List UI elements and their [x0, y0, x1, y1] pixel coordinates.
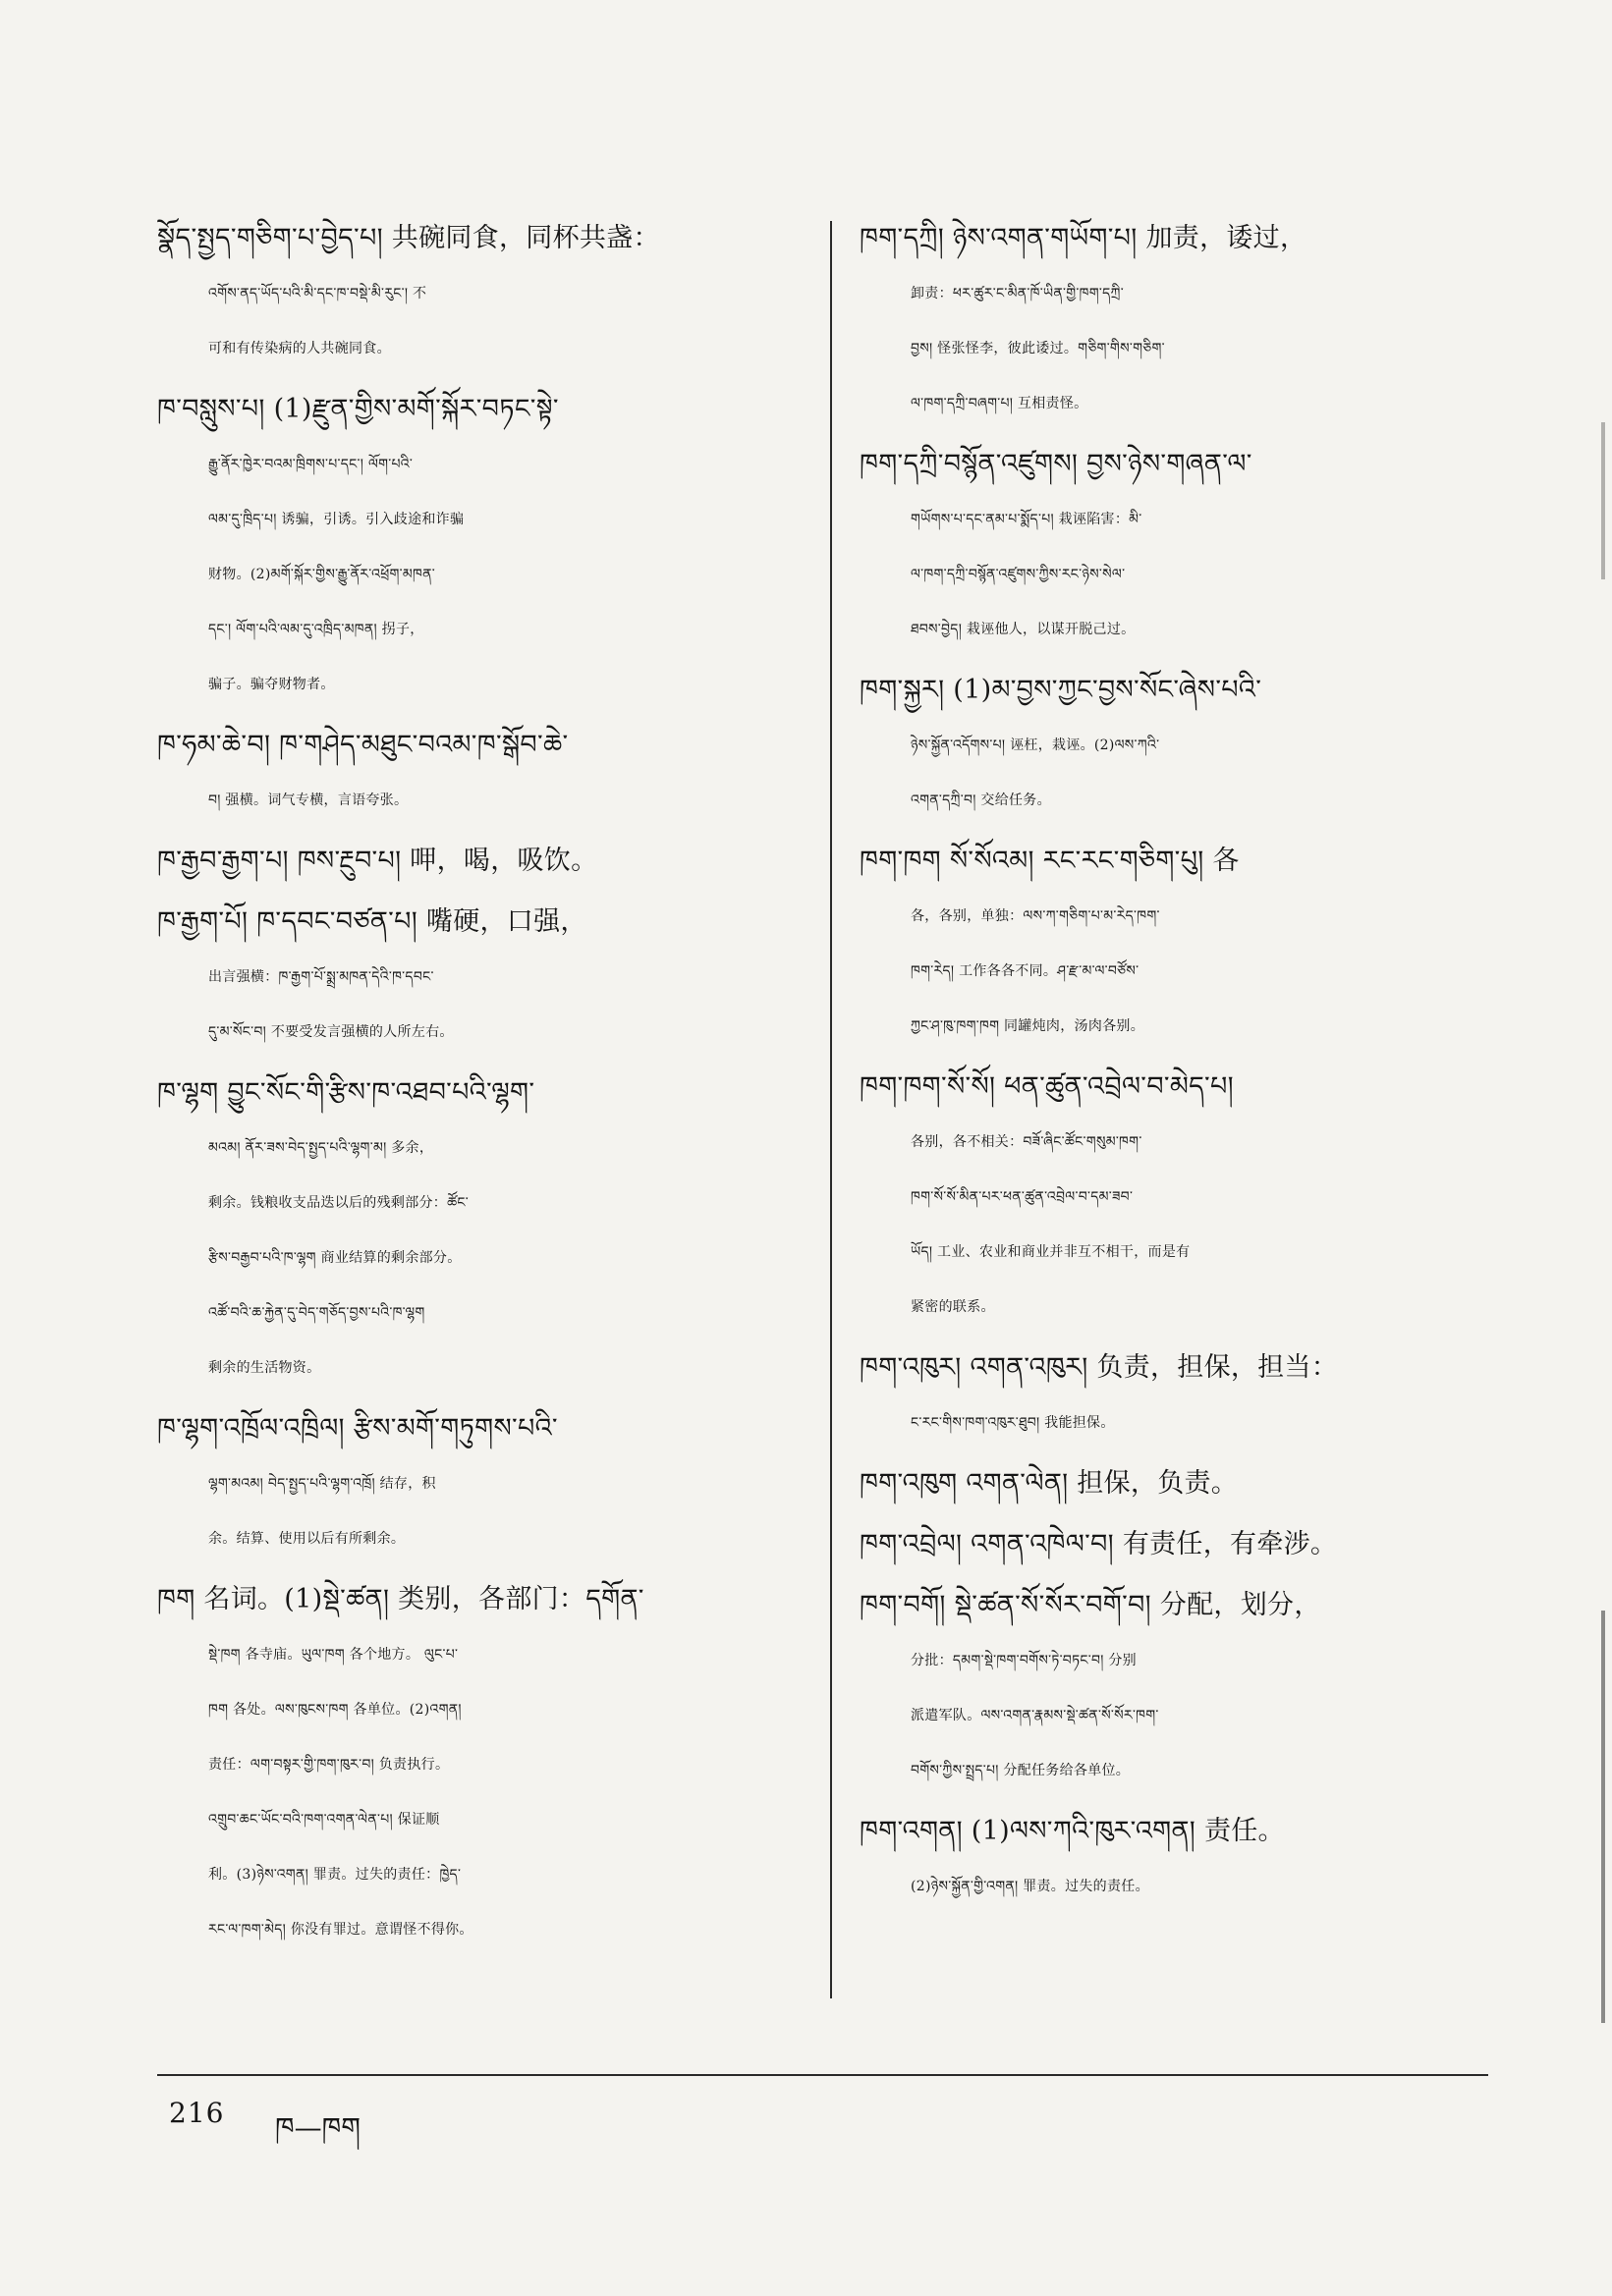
entry-line: བགོས་ཀྱིས་སྤྲད་པ། 分配任务给各单位。 [911, 1763, 1131, 1778]
entry-line: བ། 强横。词气专横，言语夸张。 [208, 793, 409, 808]
left-column [157, 211, 806, 1963]
dictionary-entry [860, 663, 1488, 828]
entry-line: སྡེ་ཁག 各寺庙。ཡུལ་ཁག 各个地方。 ལུང་པ་ [208, 1647, 459, 1663]
right-column [860, 211, 1488, 1920]
entry-line: འཚོ་བའི་ཆ་རྐྱེན་དུ་བེད་གཅོད་བྱས་པའི་ཁ་ལྷག [208, 1305, 425, 1321]
entry-line: ལམ་དུ་ཁྲིད་པ། 诱骗，引诱。引入歧途和诈骗 [208, 512, 465, 527]
entry-headline: ཁག་འཁུག འགན་ལེན། 担保，负责。 [860, 1468, 1239, 1499]
entry-line: 财物。(2)མགོ་སྐོར་གྱིས་རྒྱུ་ནོར་འཕྲོག་མཁན་ [208, 567, 435, 582]
dictionary-entry [860, 1340, 1488, 1450]
dictionary-entry [860, 1517, 1488, 1572]
entry-headline: ཁ་ལྷག་འཁྲོལ་འཁྲིལ། རྩིས་མགོ་གཏུགས་པའི་ [157, 1413, 558, 1444]
entry-headline: ཁག་འབྲེལ། འགན་འཁེལ་བ། 有责任，有牵涉。 [860, 1529, 1338, 1559]
dictionary-entry [860, 437, 1488, 657]
entry-line: མའམ། ནོར་ཟས་བེད་སྤྱད་པའི་ལྷག་མ། 多余， [208, 1140, 434, 1156]
entry-line: ཁག 各处。ལས་ཁུངས་ཁག 各单位。(2)འགན། [208, 1702, 462, 1718]
dictionary-entry [157, 1572, 806, 1957]
entry-headline: ཁག་འགན། (1)ལས་ཀའི་ཁུར་འགན། 责任。 [860, 1816, 1285, 1846]
dictionary-entry [157, 1066, 806, 1395]
entry-line: ཀྱང་ཤ་ཁུ་ཁག་ཁག 同罐炖肉，汤肉各别。 [911, 1018, 1145, 1034]
running-head: ཁ—ཁག [275, 2111, 361, 2144]
scan-edge-mark [1601, 1611, 1605, 2023]
entry-line: 余。结算、使用以后有所剩余。 [208, 1531, 406, 1547]
entry-line: 利。(3)ཉེས་འགན། 罪责。过失的责任：ཁྱེད་ [208, 1867, 462, 1883]
entry-line: 各别，各不相关：བཟོ་ཞིང་ཚོང་གསུམ་ཁག་ [911, 1134, 1142, 1150]
entry-line: 剩余。钱粮收支品迭以后的残剩部分：ཚོང་ [208, 1195, 469, 1211]
entry-headline: ཁག་འཁུར། འགན་འཁུར། 负责，担保，担当： [860, 1352, 1339, 1383]
entry-line: རྒྱུ་ནོར་ཁྱེར་བའམ་ཁྲིགས་པ་དང་། ལོག་པའི་ [208, 457, 414, 472]
entry-line: ལ་ཁག་དཀྲི་བསྙོན་འཛུགས་ཀྱིས་རང་ཉེས་སེལ་ [911, 567, 1126, 582]
entry-line: 责任：ལག་བསྟར་གྱི་ཁག་ཁུར་བ། 负责执行。 [208, 1757, 450, 1773]
entry-line: འགན་དཀྲི་བ། 交给任务。 [911, 793, 1051, 808]
entry-line: ང་རང་གིས་ཁག་འཁུར་ཐུབ། 我能担保。 [911, 1415, 1115, 1431]
footer-rule [157, 2074, 1488, 2076]
entry-headline: ཁག་སྐྱར། (1)མ་བྱས་ཀྱང་བྱས་སོང་ཞེས་པའི་ [860, 675, 1262, 705]
entry-line: ཁག་རེད། 工作各各不同。ཤ་རྫ་མ་ལ་བཙོས་ [911, 963, 1140, 979]
page-number: 216 [169, 2097, 225, 2129]
entry-line: (2)ཉེས་སྐྱོན་གྱི་འགན། 罪责。过失的责任。 [911, 1879, 1149, 1894]
entry-headline: ཁ་བསླུས་པ། (1)རྫུན་གྱིས་མགོ་སྐོར་བཏང་སྟེ་ [157, 394, 559, 424]
dictionary-entry [157, 382, 806, 712]
entry-line: ལ་ཁག་དཀྲི་བཞག་པ། 互相责怪。 [911, 396, 1088, 411]
entry-line: 紧密的联系。 [911, 1299, 995, 1315]
entry-headline: ཁག་དཀྲི་བསྙོན་འཛུགས། བྱས་ཉེས་གཞན་ལ་ [860, 449, 1252, 479]
entry-line: 骗子。骗夺财物者。 [208, 677, 335, 692]
entry-line: རང་ལ་ཁག་མེད། 你没有罪过。意谓怪不得你。 [208, 1922, 473, 1938]
dictionary-entry [860, 1578, 1488, 1798]
entry-line: གཡོགས་པ་དང་ནམ་པ་སྨོད་པ། 栽诬陷害：མི་ [911, 512, 1142, 527]
dictionary-entry [860, 1456, 1488, 1511]
entry-line: ཡོད། 工业、农业和商业并非互不相干，而是有 [911, 1244, 1191, 1260]
entry-headline: ཁ་ལྷག བྱུང་སོང་གི་རྩིས་ཁ་འཐབ་པའི་ལྷག་ [157, 1077, 535, 1108]
scan-edge-mark [1601, 422, 1605, 579]
entry-line: 各，各别，单独：ལས་ཀ་གཅིག་པ་མ་རེད་ཁག་ [911, 908, 1160, 924]
entry-headline: ཁག 名词。(1)སྡེ་ཚན། 类别，各部门：དགོན་ [157, 1584, 644, 1614]
dictionary-entry [157, 834, 806, 889]
entry-headline: ཁག་ཁག་སོ་སོ། ཕན་ཚུན་འབྲེལ་བ་མེད་པ། [860, 1071, 1234, 1102]
entry-line: བྱས། 怪张怪李，彼此诿过。གཅིག་གིས་གཅིག་ [911, 341, 1165, 356]
dictionary-entry [157, 718, 806, 828]
dictionary-entry [860, 211, 1488, 431]
entry-headline: ཁག་བགོ། སྡེ་ཚན་སོ་སོར་བགོ་བ། 分配，划分， [860, 1590, 1321, 1620]
entry-headline: ཁ་ཧམ་ཆེ་བ། ཁ་གཤེད་མཐུང་བའམ་ཁ་སྒོབ་ཆེ་ [157, 730, 569, 760]
entry-line: དུ་མ་སོང་བ། 不要受发言强横的人所左右。 [208, 1024, 454, 1040]
dictionary-entry [157, 211, 806, 376]
entry-line: ལྷག་མའམ། བེད་སྤྱད་པའི་ལྷག་འཁྲོ། 结存，积 [208, 1476, 436, 1492]
dictionary-entry [157, 895, 806, 1060]
entry-headline: ཁ་རྒྱག་པོ། ཁ་དབང་བཙན་པ། 嘴硬，口强， [157, 906, 587, 937]
column-divider [830, 221, 832, 1998]
dictionary-entry [860, 1804, 1488, 1914]
entry-headline: ཁག་ཁག སོ་སོའམ། རང་རང་གཅིག་པུ། 各 [860, 846, 1240, 876]
entry-line: 分批：དམག་སྡེ་ཁག་བགོས་ཏེ་བཏང་བ། 分别 [911, 1653, 1137, 1668]
entry-headline: ཁ་རྒྱབ་རྒྱག་པ། ཁས་རྔུབ་པ། 呷，喝，吸饮。 [157, 846, 598, 876]
entry-line: 派遣军队。ལས་འགན་རྣམས་སྡེ་ཚན་སོ་སོར་ཁག་ [911, 1708, 1159, 1723]
entry-line: དང་། ལོག་པའི་ལམ་དུ་འཁྲིད་མཁན། 拐子， [208, 622, 424, 637]
entry-line: 卸责：ཕར་ཚུར་ང་མིན་ཁོ་ཡིན་གྱི་ཁག་དཀྲི་ [911, 286, 1124, 301]
dictionary-entry [860, 834, 1488, 1054]
entry-line: ཉེས་སྐྱོན་འདོགས་པ། 诬枉，栽诬。(2)ལས་ཀའི་ [911, 738, 1160, 753]
entry-line: འགྲུབ་ཆང་ཡོང་བའི་ཁག་འགན་ལེན་པ། 保证顺 [208, 1812, 440, 1828]
entry-line: 剩余的生活物资。 [208, 1360, 321, 1376]
entry-line: ཁག་སོ་སོ་མིན་པར་ཕན་ཚུན་འབྲེལ་བ་དམ་ཟབ་ [911, 1189, 1134, 1205]
dictionary-entry [157, 1401, 806, 1566]
entry-line: 可和有传染病的人共碗同食。 [208, 341, 391, 356]
entry-line: 出言强横：ཁ་རྒྱག་པོ་སྨྲ་མཁན་དེའི་ཁ་དབང་ [208, 969, 434, 985]
entry-line: འགོས་ནད་ཡོད་པའི་མི་དང་ཁ་བསྡེ་མི་རུང་། 不 [208, 286, 427, 301]
dictionary-entry [860, 1060, 1488, 1335]
entry-headline: སྣོད་སྤྱད་གཅིག་པ་བྱེད་པ། 共碗同食，同杯共盏： [157, 223, 660, 253]
entry-line: རྩིས་བརྒྱབ་པའི་ཁ་ལྷག 商业结算的剩余部分。 [208, 1250, 462, 1266]
entry-headline: ཁག་དཀྲི། ཉེས་འགན་གཡོག་པ། 加责，诿过， [860, 223, 1307, 253]
entry-line: ཐབས་བྱེད། 栽诬他人，以谋开脱己过。 [911, 622, 1136, 637]
